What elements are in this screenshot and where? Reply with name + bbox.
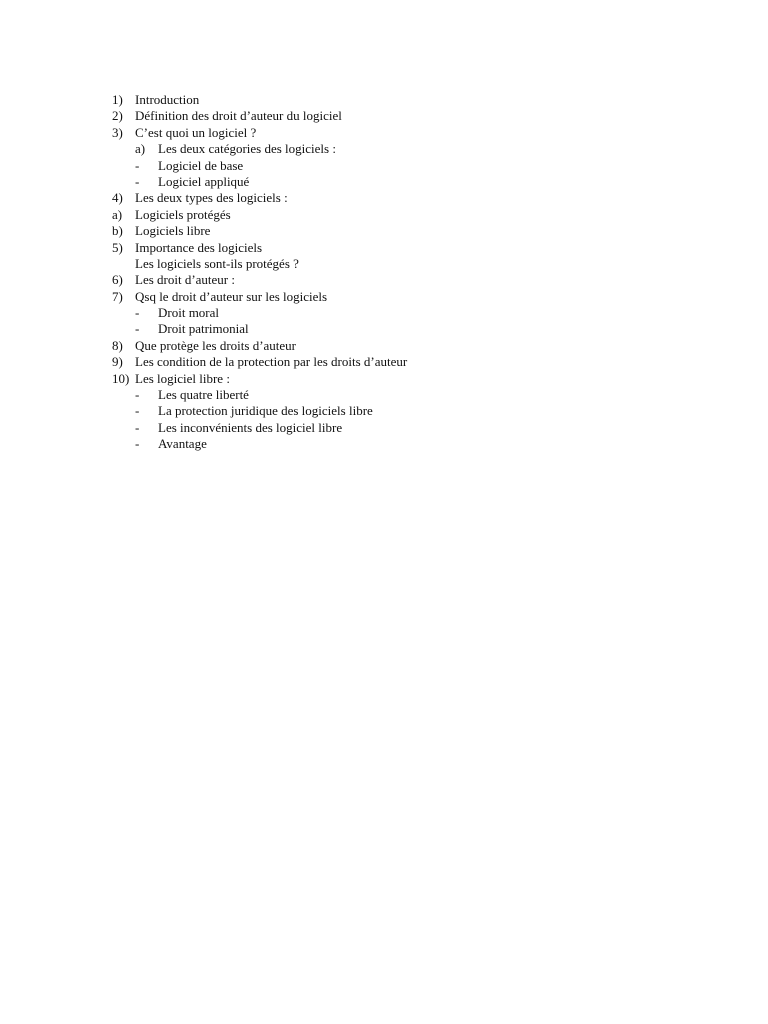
outline-item-marker: 6)	[112, 272, 123, 288]
outline-item	[112, 240, 712, 256]
outline-item-text: Droit moral	[158, 305, 220, 321]
outline-subitem	[112, 174, 712, 190]
outline-item	[112, 223, 712, 239]
outline-item-marker: -	[135, 387, 140, 403]
outline-subitem	[112, 158, 712, 174]
outline-subitem	[112, 403, 712, 419]
outline-item-marker: -	[135, 436, 140, 452]
outline-item	[112, 338, 712, 354]
outline-item	[112, 272, 712, 288]
outline-item	[112, 371, 712, 387]
outline-item-marker: 5)	[112, 239, 123, 255]
outline-item-text: Importance des logiciels	[135, 239, 263, 255]
outline-item	[112, 354, 712, 370]
outline-subitem	[112, 420, 712, 436]
outline-item	[112, 256, 712, 272]
outline-item-text: Logiciel appliqué	[158, 173, 250, 189]
outline-item-text: Qsq le droit d’auteur sur les logiciels	[135, 288, 328, 304]
outline-item-text: Les logiciel libre :	[135, 370, 230, 386]
outline-item-marker: 8)	[112, 337, 123, 353]
outline-item-marker: -	[135, 403, 140, 419]
outline-item-text: Que protège les droits d’auteur	[135, 337, 297, 353]
outline-item-text: Les deux catégories des logiciels :	[158, 141, 336, 157]
outline-item-marker: 7)	[112, 288, 123, 304]
outline-item-text: Droit patrimonial	[158, 321, 249, 337]
outline-item-text: Les logiciels sont-ils protégés ?	[135, 255, 299, 271]
outline-item-marker: 10)	[112, 370, 130, 386]
outline-item-text: Les quatre liberté	[158, 387, 249, 403]
outline-list	[112, 92, 712, 453]
outline-item	[112, 108, 712, 124]
outline-item-text: La protection juridique des logiciels libre	[158, 403, 373, 419]
outline-item-marker: -	[135, 305, 140, 321]
outline-item-text: Les condition de la protection par les droits d’auteur	[135, 354, 408, 370]
outline-item-marker: -	[135, 173, 140, 189]
outline-item-text: Les inconvénients des logiciel libre	[158, 419, 343, 435]
outline-subitem	[112, 305, 712, 321]
outline-item	[112, 289, 712, 305]
outline-item-marker: 4)	[112, 190, 123, 206]
outline-item-text: Logiciels protégés	[135, 206, 231, 222]
outline-item	[112, 190, 712, 206]
outline-item	[112, 92, 712, 108]
outline-item-text: Les droit d’auteur :	[135, 272, 235, 288]
outline-item-marker: -	[135, 157, 140, 173]
outline-item-marker: 9)	[112, 354, 123, 370]
outline-item-text: C’est quoi un logiciel ?	[135, 124, 257, 140]
outline-item-marker: 1)	[112, 92, 123, 107]
outline-item-marker: a)	[112, 206, 123, 222]
outline-subitem	[112, 387, 712, 403]
outline-item	[112, 125, 712, 141]
outline-item	[112, 207, 712, 223]
outline-subitem	[112, 321, 712, 337]
outline-subitem	[112, 141, 712, 157]
outline-item-text: Définition des droit d’auteur du logiciel	[135, 108, 342, 124]
outline-item-marker: 3)	[112, 124, 123, 140]
outline-item-text: Avantage	[158, 436, 207, 452]
outline-item-marker: -	[135, 321, 140, 337]
outline-item-text: Logiciel de base	[158, 157, 244, 173]
outline-item-text: Les deux types des logiciels :	[135, 190, 288, 206]
outline-item-marker: b)	[112, 223, 123, 239]
outline-item-text: Introduction	[135, 92, 200, 107]
outline-item-text: Logiciels libre	[135, 223, 211, 239]
outline-subitem	[112, 436, 712, 452]
outline-item-marker: a)	[135, 141, 146, 157]
outline-item-marker: 2)	[112, 108, 123, 124]
outline-item-marker: -	[135, 419, 140, 435]
